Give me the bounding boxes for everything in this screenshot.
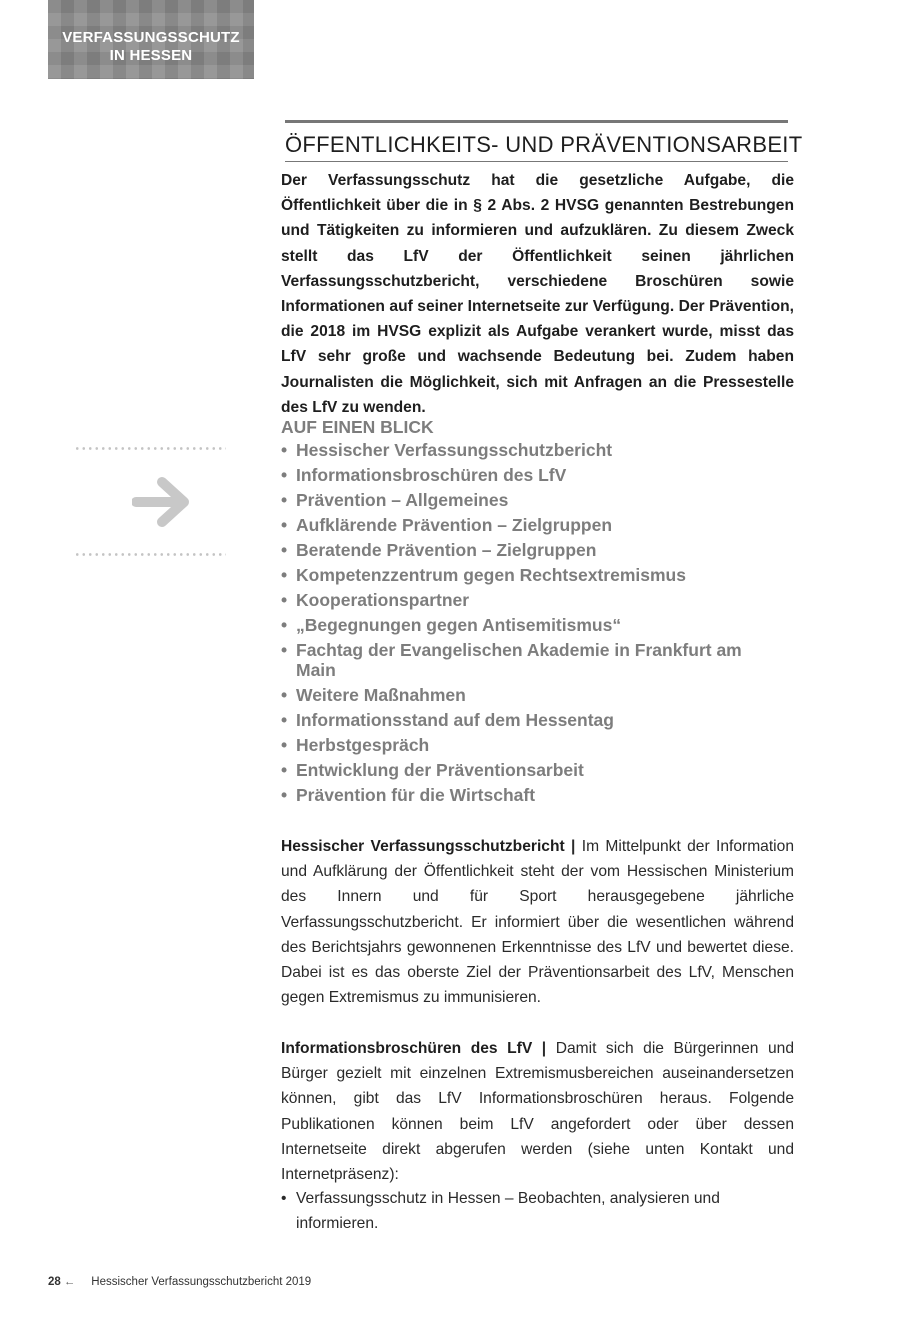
chapter-tab	[48, 0, 254, 79]
glance-item	[281, 785, 801, 805]
bullet-icon: •	[281, 490, 288, 510]
bullet-icon: •	[281, 760, 288, 780]
arrow-right-icon	[132, 476, 194, 528]
glance-item-label: Entwicklung der Präventionsarbeit	[296, 760, 584, 780]
bullet-icon: •	[281, 465, 288, 485]
paragraph-separator: |	[541, 1040, 547, 1057]
page-footer	[48, 1276, 311, 1288]
bullet-icon: •	[281, 640, 288, 660]
page-number: 28	[48, 1276, 61, 1288]
dotted-rule-top	[74, 447, 226, 450]
publication-label: Verfassungsschutz in Hessen – Beobachten, analysieren und informieren.	[296, 1190, 720, 1233]
paragraph-lead: Hessischer Verfassungsschutzbericht	[281, 838, 565, 855]
bullet-icon: •	[281, 540, 288, 560]
chapter-tab-line1: VERFASSUNGSSCHUTZ	[62, 29, 240, 46]
glance-item-label: Kooperationspartner	[296, 590, 470, 610]
glance-item-label: Beratende Prävention – Zielgruppen	[296, 540, 597, 560]
bullet-icon: •	[281, 590, 288, 610]
bullet-icon: •	[281, 615, 288, 635]
glance-item	[281, 685, 801, 705]
bullet-icon: •	[281, 440, 288, 460]
glance-item-label: Herbstgespräch	[296, 735, 430, 755]
glance-item	[281, 615, 801, 635]
glance-item	[281, 440, 801, 460]
glance-item	[281, 735, 801, 755]
glance-item-label: Prävention für die Wirtschaft	[296, 785, 536, 805]
paragraph-informationsbroschueren	[281, 1036, 794, 1187]
bullet-icon: •	[281, 710, 288, 730]
glance-item-label: Informationsbroschüren des LfV	[296, 465, 567, 485]
bullet-icon: •	[281, 1190, 287, 1207]
paragraph-text: Im Mittelpunkt der Information und Aufklärung der Öffentlichkeit steht der vom Hessischen Ministerium des Innern und für Sport herausgegebene jährliche Verfassungsschutzbericht. Er informiert über die wesentlichen während des Berichtsjahrs gewonnenen Erkenntnisse des LfV und bewertet diese. Dabei ist es das oberste Ziel der Präventionsarbeit des LfV, Menschen gegen Extremismus zu immunisieren.	[281, 838, 794, 1007]
glance-item	[281, 540, 801, 560]
glance-item-label: Hessischer Verfassungsschutzbericht	[296, 440, 613, 460]
glance-item	[281, 465, 801, 485]
bullet-icon: •	[281, 735, 288, 755]
glance-item-label: Prävention – Allgemeines	[296, 490, 509, 510]
glance-item	[281, 760, 801, 780]
bullet-icon: •	[281, 515, 288, 535]
glance-item	[281, 590, 801, 610]
glance-item	[281, 710, 801, 730]
glance-item	[281, 565, 801, 585]
glance-item-label: „Begegnungen gegen Antisemitismus“	[296, 615, 622, 635]
bullet-icon: •	[281, 565, 288, 585]
publication-list	[281, 1186, 794, 1236]
bullet-icon: •	[281, 785, 288, 805]
paragraph-text: Damit sich die Bürgerinnen und Bürger gezielt mit einzelnen Extremismusbereichen auseinandersetzen können, gibt das LfV Informationsbroschüren heraus. Folgende Publikationen können beim LfV angefordert oder über dessen Internetseite direkt abgerufen werden (siehe unten Kontakt und Internetpräsenz):	[281, 1040, 794, 1184]
footer-title: Hessischer Verfassungsschutzbericht 2019	[91, 1276, 312, 1288]
publication-item	[281, 1186, 794, 1236]
glance-item-label: Informationsstand auf dem Hessentag	[296, 710, 614, 730]
glance-item-label: Weitere Maßnahmen	[296, 685, 466, 705]
chapter-tab-line2: IN HESSEN	[109, 47, 193, 64]
glance-list	[281, 440, 801, 810]
paragraph-separator: |	[571, 838, 576, 855]
glance-item-label: Fachtag der Evangelischen Akademie in Frankfurt am Main	[296, 640, 742, 680]
arrow-left-icon: ←	[63, 1276, 76, 1288]
section-title: ÖFFENTLICHKEITS- UND PRÄVENTIONSARBEIT	[285, 120, 788, 162]
glance-item	[281, 640, 766, 680]
glance-item	[281, 490, 801, 510]
glance-heading: AUF EINEN BLICK	[281, 417, 434, 437]
glance-item-label: Kompetenzzentrum gegen Rechtsextremismus	[296, 565, 686, 585]
paragraph-verfassungsschutzbericht	[281, 834, 794, 1010]
bullet-icon: •	[281, 685, 288, 705]
paragraph-lead: Informationsbroschüren des LfV	[281, 1040, 533, 1057]
dotted-rule-bottom	[74, 553, 226, 556]
glance-item	[281, 515, 801, 535]
intro-paragraph: Der Verfassungsschutz hat die gesetzliche Aufgabe, die Öffentlichkeit über die in § 2 Abs. 2 HVSG genannten Bestrebungen und Tätigkeiten zu informieren und aufzuklären. Zu diesem Zweck stellt das LfV der Öffentlichkeit seinen jährlichen Verfassungsschutzbericht, verschiedene Broschüren sowie Informationen auf seiner Internetseite zur Verfügung. Der Prävention, die 2018 im HVSG explizit als Aufgabe verankert wurde, misst das LfV sehr große und wachsende Bedeutung bei. Zudem haben Journalisten die Möglichkeit, sich mit Anfragen an die Pressestelle des LfV zu wenden.	[281, 172, 794, 416]
glance-item-label: Aufklärende Prävention – Zielgruppen	[296, 515, 613, 535]
